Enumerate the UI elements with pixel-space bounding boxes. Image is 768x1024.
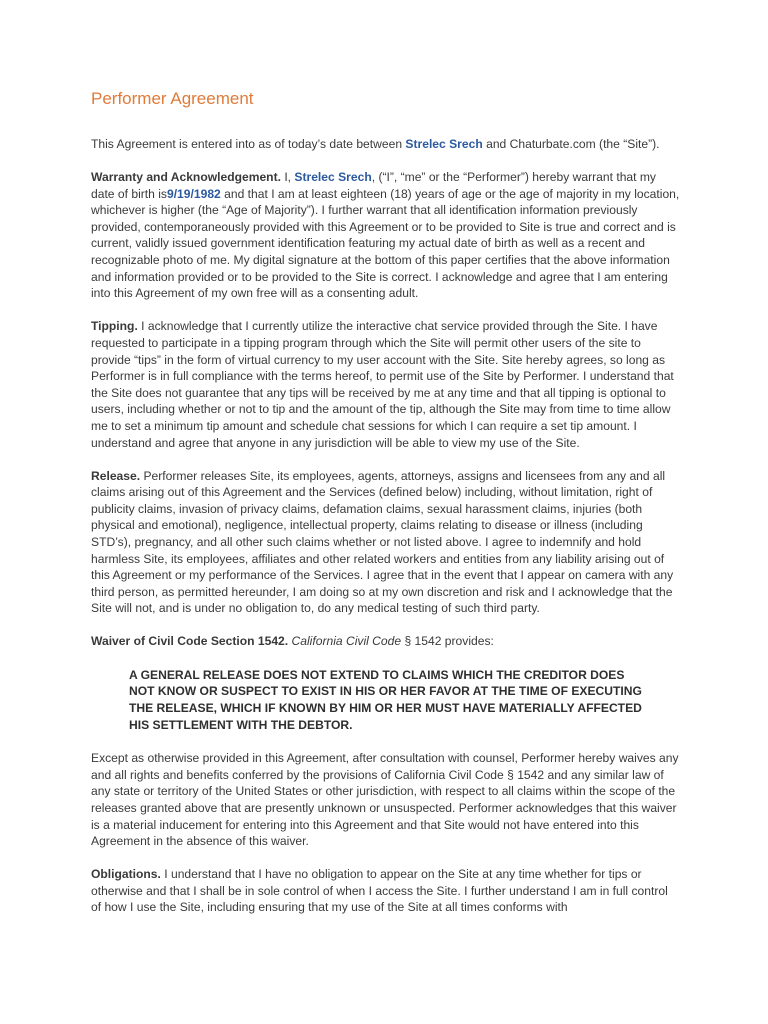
civil-code-quote: A GENERAL RELEASE DOES NOT EXTEND TO CLAIMS WHICH THE CREDITOR DOES NOT KNOW OR SUSPECT TO EXIST IN HIS OR HER FAVOR AT THE TIME OF EXECUTING THE RELEASE, WHICH IF KNOWN BY HIM OR HER MUST HAVE MATERIALLY AFFECTED HIS SETTLEMENT WITH THE DEBTOR. xyxy=(129,667,642,732)
performer-name: Strelec Srech xyxy=(294,170,372,185)
civil-code-name: California Civil Code xyxy=(291,634,402,649)
page-title: Performer Agreement xyxy=(91,89,254,108)
intro-paragraph: This Agreement is entered into as of today’s date between Strelec Srech and Chaturbate.com (the “Site”). xyxy=(91,137,660,151)
warranty-paragraph: Warranty and Acknowledgement. I, Strelec Srech, (“I”, “me” or the “Performer”) hereby warrant that my date of birth is9/19/1982 and that I am at least eighteen (18) years of age or the age of majority in my location, whichever is higher (the “Age of Majority”). I further warrant that all identification information previously provided, contemporaneously provided with this Agreement or to be provided to Site is true and correct and is current, validly issued government identification featuring my actual date of birth as well as a recent and recognizable photo of me. My digital signature at the bottom of this paper certifies that the above information and information provided or to be provided to the Site is correct. I acknowledge and agree that I am entering into this Agreement of my own free will as a consenting adult. xyxy=(91,170,680,301)
section-heading-release: Release. xyxy=(91,468,141,483)
date-of-birth: 9/19/1982 xyxy=(166,186,221,201)
section-heading-tipping: Tipping. xyxy=(91,319,138,334)
tipping-paragraph: Tipping. I acknowledge that I currently utilize the interactive chat service provided through the Site. I have requested to participate in a tipping program through which the Site will permit other users of the site to provide “tips” in the form of virtual currency to my user account with the Site. Site hereby agrees, so long as Performer is in full compliance with the terms hereof, to permit use of the Site by Performer. I understand that the Site does not guarantee that any tips will be received by me at any time and that all tipping is optional to users, including whether or not to tip and the amount of the tip, although the Site may from time to time allow me to set a minimum tip amount and schedule chat sessions for which I can require a set tip amount. I understand and agree that anyone in any jurisdiction will be able to view my use of the Site. xyxy=(91,319,674,450)
section-heading-obligations: Obligations. xyxy=(91,867,161,882)
obligations-paragraph: Obligations. I understand that I have no obligation to appear on the Site at any time whether for tips or otherwise and that I shall be in sole control of when I access the Site. I further understand I am in full control of how I use the Site, including ensuring that my use of the Site at all times conforms with xyxy=(91,867,668,915)
section-heading-warranty: Warranty and Acknowledgement. xyxy=(91,170,281,185)
section-heading-waiver: Waiver of Civil Code Section 1542. xyxy=(91,634,289,649)
release-paragraph: Release. Performer releases Site, its employees, agents, attorneys, assigns and licensees from any and all claims arising out of this Agreement and the Services (defined below) including, without limitation, right of publicity claims, invasion of privacy claims, defamation claims, sexual harassment claims, injuries (both physical and emotional), negligence, intellectual property, claims relating to disease or illness (including STD’s), pregnancy, and all other such claims whether or not listed above. I agree to indemnify and hold harmless Site, its employees, affiliates and other related workers and entities from any liability arising out of this Agreement or my performance of the Services. I agree that in the event that I appear on camera with any third person, as permitted hereunder, I am doing so at my own discretion and risk and I acknowledge that the Site will not, and is under no obligation to, do any medical testing of such third party. xyxy=(91,468,674,616)
waiver-followup-paragraph: Except as otherwise provided in this Agreement, after consultation with counsel, Performer hereby waives any and all rights and benefits conferred by the provisions of California Civil Code § 1542 and any similar law of any state or territory of the United States or other jurisdiction, with respect to all claims within the scope of the releases granted above that are presently unknown or unsuspected. Performer acknowledges that this waiver is a material inducement for entering into this Agreement and that Site would not have entered into this Agreement in the absence of this waiver. xyxy=(91,751,679,849)
performer-name: Strelec Srech xyxy=(405,137,483,151)
waiver-paragraph: Waiver of Civil Code Section 1542. California Civil Code § 1542 provides: xyxy=(91,634,494,649)
